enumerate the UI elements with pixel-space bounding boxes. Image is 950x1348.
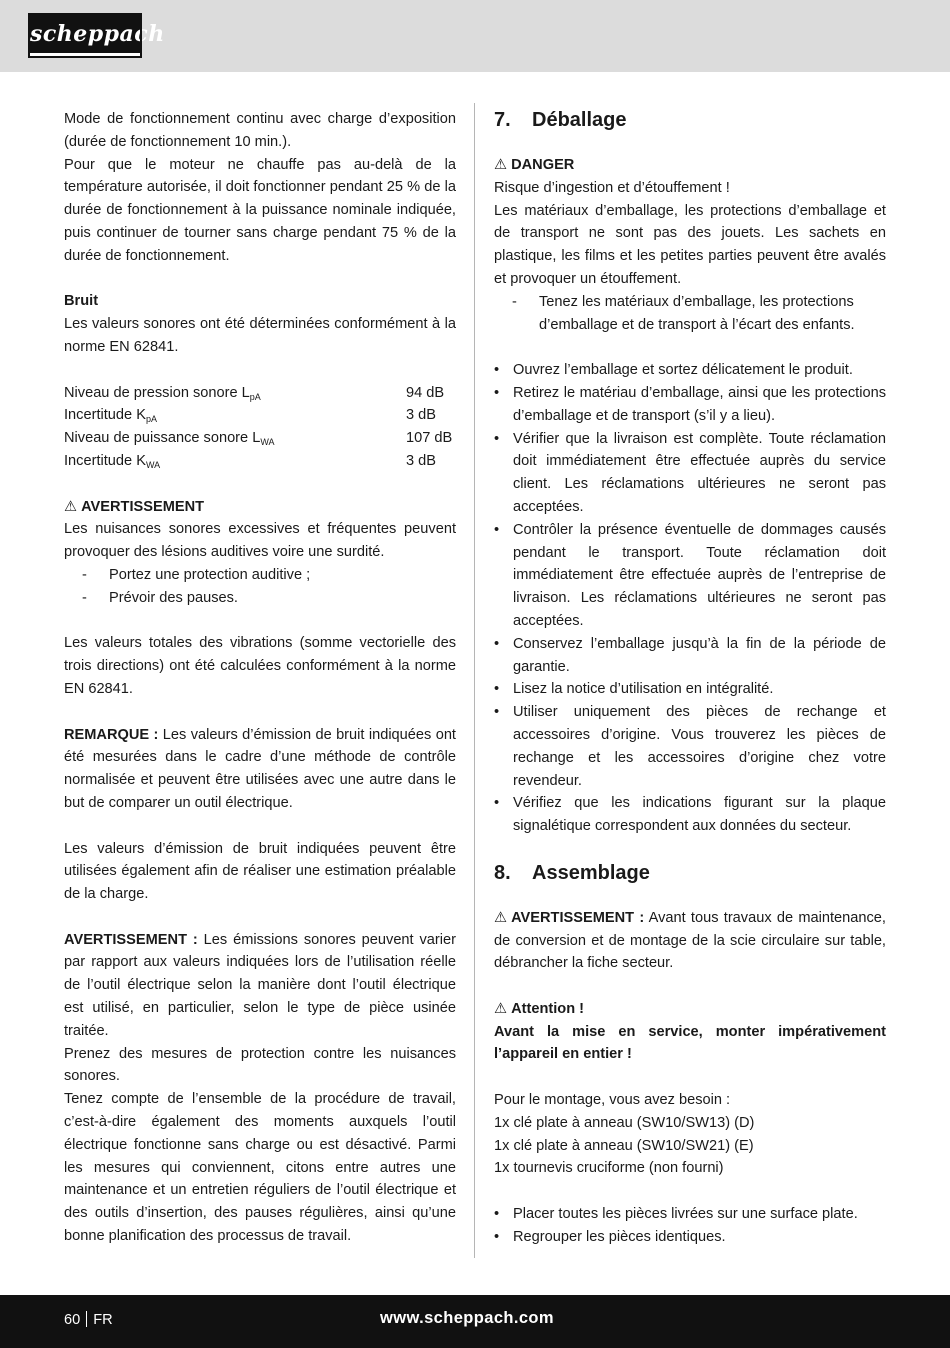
list-item: • Utiliser uniquement des pièces de rechange et accessoires d’origine. Vous trouverez les pièces de rechange et les accessoires d’origine chez votre revendeur. [494, 704, 886, 789]
noise-row-value: 94 dB [406, 384, 445, 401]
list-item: - Portez une protection auditive ; [82, 566, 311, 583]
noise-row-value: 3 dB [406, 407, 437, 424]
list-item: • Conservez l’emballage jusqu’à la fin de la période de garantie. [494, 635, 886, 675]
warning-triangle-icon: ⚠ [494, 909, 508, 926]
remark-paragraph [64, 724, 456, 815]
noise-row-sub: WA [145, 459, 161, 470]
list-item: • Ouvrez l’emballage et sortez délicatement le produit. [494, 362, 853, 379]
list-item: • Placer toutes les pièces livrées sur une surface plate. [494, 1206, 858, 1223]
remark-text: Les valeurs d’émission de bruit indiquées ont été mesurées dans le cadre d’une méthode de contrôle normalisée et peuvent être utilisées avec une autre dans le but de comparer un outil électrique. [64, 726, 456, 811]
list-item: - Prévoir des pauses. [82, 589, 238, 606]
noise-row-sub: WA [260, 437, 275, 448]
list-item: • Vérifiez que les indications figurant sur la plaque signalétique correspondent aux données du secteur. [494, 795, 886, 835]
intro-paragraph-2: Pour que le moteur ne chauffe pas au-delà de la température autorisée, il doit fonctionner pendant 25 % de la durée de fonctionnement à la puissance nominale indiquée, puis continuer de tourner sans charge pendant 75 % de la durée de fonctionnement. [64, 156, 456, 264]
noise-row-label: Incertitude K [64, 407, 146, 424]
protect-text: Prenez des mesures de protection contre les nuisances sonores. [64, 1045, 456, 1085]
warning-triangle-icon: ⚠ [494, 1000, 508, 1017]
warning-text: Avant tous travaux de maintenance, de conversion et de montage de la scie circulaire sur table, débrancher la fiche secteur. [494, 909, 886, 972]
procedure-text: Tenez compte de l’ensemble de la procédure de travail, c’est-à-dire également des moments auxquels l’outil électrique fonctionne sans charge ou est désactivé. Parmi les mesures qui conviennent, citons entre autres une maintenance et un entretien réguliers de l’outil électrique et des outils d’insertion, des pauses régulières, ainsi qu’une bonne planification des processus de travail. [64, 1091, 456, 1245]
danger-line-2: Les matériaux d’emballage, les protections d’emballage et de transport ne sont pas des jouets. Les sachets en plastique, les films et les petites parties peuvent être avalés et provoquer un étouffement. [494, 202, 886, 287]
noise-row-sub: pA [249, 391, 261, 402]
avert-paragraph [64, 929, 456, 1043]
list-item: - Tenez les matériaux d’emballage, les protections d’emballage et de transport à l’écart des enfants. [512, 293, 855, 333]
section-8-heading [494, 861, 886, 885]
attention-text: Avant la mise en service, monter impérativement l’appareil en entier ! [494, 1023, 886, 1063]
section-7-heading [494, 108, 886, 132]
section-number: 8. [494, 861, 511, 884]
attention-title: Attention ! [511, 1000, 585, 1017]
list-item: • Contrôler la présence éventuelle de dommages causés pendant le transport. Toute réclamation doit immédiatement être effectuée auprès de l’entreprise de livraison. Les réclamations ultérieures ne seront pas acceptées. [494, 521, 886, 629]
tool-item: 1x clé plate à anneau (SW10/SW13) (D) [494, 1114, 755, 1131]
avert-text: Les émissions sonores peuvent varier par rapport aux valeurs indiquées lors de l’utilisation réelle de l’outil électrique selon la manière dont l’outil électrique est utilisé, en particulier, selon le type de pièce usinée traitée. [64, 931, 456, 1039]
left-column [64, 108, 456, 1248]
noise-table [64, 382, 456, 473]
unpack-list [494, 359, 886, 838]
remark-label: REMARQUE : [64, 726, 159, 743]
tool-item: 1x tournevis cruciforme (non fourni) [494, 1160, 724, 1177]
noise-row-label: Niveau de puissance sonore L [64, 430, 261, 447]
warning-heading [64, 496, 456, 519]
noise-row-value: 3 dB [406, 452, 437, 469]
section-title: Assemblage [532, 861, 650, 884]
page-header [0, 0, 950, 72]
noise-row [64, 450, 456, 473]
estimate-text: Les valeurs d’émission de bruit indiquées peuvent être utilisées également afin de réaliser une estimation préalable de la charge. [64, 840, 456, 903]
noise-row-label: Niveau de pression sonore L [64, 384, 250, 401]
noise-row [64, 427, 456, 450]
scheppach-logo: scheppach [30, 15, 140, 56]
intro-paragraph-1: Mode de fonctionnement continu avec charge d’exposition (durée de fonctionnement 10 min.). [64, 111, 456, 150]
warning-text: Les nuisances sonores excessives et fréquentes peuvent provoquer des lésions auditives voire une surdité. [64, 521, 456, 561]
tool-item: 1x clé plate à anneau (SW10/SW21) (E) [494, 1137, 754, 1154]
column-divider [474, 103, 475, 1258]
warning-label: AVERTISSEMENT : [511, 909, 645, 926]
section-number: 7. [494, 109, 511, 131]
noise-row-sub: pA [145, 414, 157, 425]
noise-row-label: Incertitude K [64, 452, 146, 469]
section-title: Déballage [532, 109, 627, 131]
list-item: • Retirez le matériau d’emballage, ainsi que les protections d’emballage et de transport (s’il y a lieu). [494, 384, 886, 424]
avert-label: AVERTISSEMENT : [64, 931, 198, 948]
noise-row [64, 404, 456, 427]
danger-line-1: Risque d’ingestion et d’étouffement ! [494, 179, 730, 196]
list-item: • Regrouper les pièces identiques. [494, 1228, 726, 1245]
right-column [494, 108, 886, 1249]
page-footer [0, 1295, 950, 1348]
language-code: FR [93, 1312, 113, 1328]
warning-triangle-icon: ⚠ [64, 498, 78, 515]
tools-intro: Pour le montage, vous avez besoin : [494, 1092, 731, 1109]
attention-heading [494, 998, 886, 1021]
warning-title: AVERTISSEMENT [81, 498, 205, 515]
website-link[interactable]: www.scheppach.com [380, 1309, 554, 1327]
danger-heading [494, 154, 886, 177]
noise-text: Les valeurs sonores ont été déterminées conformément à la norme EN 62841. [64, 316, 456, 355]
assembly-warning [494, 907, 886, 975]
list-item: • Vérifier que la livraison est complète. Toute réclamation doit immédiatement être effectuée auprès du service client. Les réclamations ultérieures ne seront pas acceptées. [494, 430, 886, 515]
warning-triangle-icon: ⚠ [494, 157, 508, 173]
danger-title: DANGER [511, 157, 575, 173]
list-item: • Lisez la notice d’utilisation en intégralité. [494, 681, 774, 698]
noise-row-value: 107 dB [406, 430, 453, 447]
vibration-text: Les valeurs totales des vibrations (somme vectorielle des trois directions) ont été calculées conformément à la norme EN 62841. [64, 635, 456, 697]
page-number: 60 FR [64, 1312, 113, 1328]
noise-title: Bruit [64, 293, 99, 310]
noise-row [64, 382, 456, 405]
